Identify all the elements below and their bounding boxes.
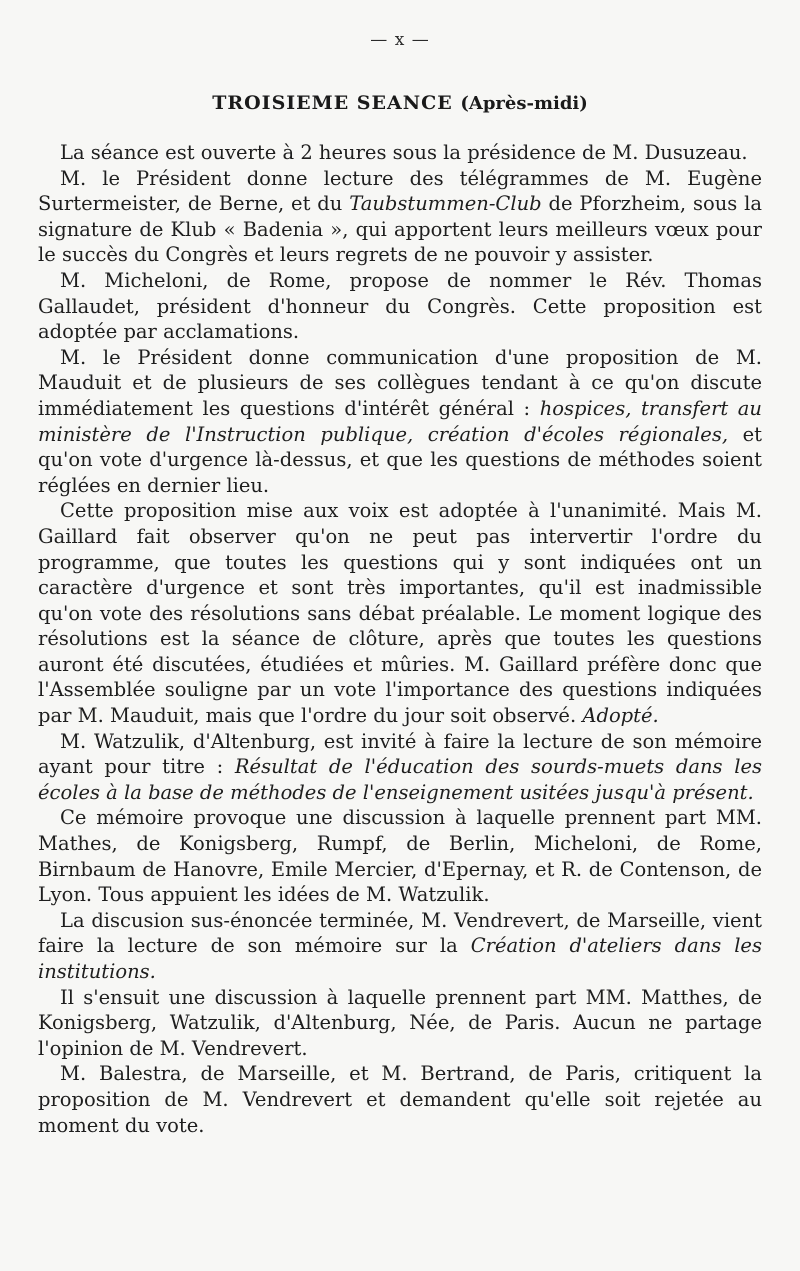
page-number: — x — (370, 30, 430, 50)
italic-span: Résultat de l'éducation des sourds-muets dans les écoles à la base de méthodes de l'enseignement usitées jusqu'à présent. (38, 755, 763, 804)
paragraph (38, 729, 762, 806)
text-span: M. Balestra, de Marseille, et M. Bertrand, de Paris, critiquent la proposition de M. Vendrevert et demandent qu'elle soit rejetée au moment du vote. (38, 1062, 762, 1137)
paragraph (38, 805, 762, 907)
italic-span: hospices, transfert au ministère de l'Instruction publique, création d'écoles régionales, (38, 396, 762, 446)
text-span: de Pforzheim, sous la signature de Klub « Badenia », qui apportent leurs meilleurs vœux pour le succès du Congrès et leurs regrets de ne pouvoir y assister. (38, 192, 762, 267)
body-text (38, 140, 762, 1138)
heading-subtitle: (Après-midi) (460, 93, 588, 114)
italic-span: Taubstummen-Club (349, 192, 542, 216)
paragraph (38, 345, 762, 499)
paragraph (38, 268, 762, 345)
paragraph (38, 1061, 762, 1138)
text-span: M. le Président donne communication d'une proposition de M. Mauduit et de plusieurs de ses collègues tendant à ce qu'on discute immédiatement les questions d'intérêt général : (38, 345, 762, 420)
text-span: Cette proposition mise aux voix est adoptée à l'unanimité. Mais M. Gaillard fait observer qu'on ne peut pas intervertir l'ordre du programme, que toutes les questions qui y sont indiquées ont un caractère d'urgence et sont très importantes, qu'il est inadmissible qu'on vote des résolutions sans débat préalable. Le moment logique des résolutions est la séance de clôture, après que toutes les questions auront été discutées, étudiées et mûries. M. Gaillard préfère donc que l'Assemblée souligne par un vote l'importance des questions indiquées par M. Mauduit, mais que l'ordre du jour soit observé. (38, 499, 762, 728)
paragraph (38, 908, 762, 985)
text-span: M. le Président donne lecture des télégrammes de M. Eugène Surtermeister, de Berne, et du (38, 166, 762, 216)
paragraph (38, 166, 762, 268)
text-span: La séance est ouverte à 2 heures sous la présidence de M. Dusuzeau. (60, 141, 748, 164)
text-span: et qu'on vote d'urgence là-dessus, et que les questions de méthodes soient réglées en dernier lieu. (38, 422, 763, 497)
text-span: M. Micheloni, de Rome, propose de nommer le Rév. Thomas Gallaudet, président d'honneur du Congrès. Cette proposition est adoptée par acclamations. (38, 268, 762, 344)
paragraph (38, 985, 762, 1062)
paragraph (38, 140, 762, 166)
italic-span: Création d'ateliers dans les institutions. (38, 934, 762, 983)
section-heading (0, 92, 800, 114)
text-span: La discusion sus-énoncée terminée, M. Vendrevert, de Marseille, vient faire la lecture de son mémoire sur la (38, 908, 762, 958)
text-span: M. Watzulik, d'Altenburg, est invité à faire la lecture de son mémoire ayant pour titre : (38, 729, 762, 779)
heading-title: TROISIEME SEANCE (212, 92, 453, 114)
text-span: Il s'ensuit une discussion à laquelle prennent part MM. Matthes, de Konigsberg, Watzulik, d'Altenburg, Née, de Paris. Aucun ne partage l'opinion de M. Vendrevert. (38, 985, 762, 1060)
italic-span: Adopté. (582, 704, 659, 728)
text-span: Ce mémoire provoque une discussion à laquelle prennent part MM. Mathes, de Konigsberg, Rumpf, de Berlin, Micheloni, de Rome, Birnbaum de Hanovre, Emile Mercier, d'Epernay, et R. de Contenson, de Lyon. Tous appuient les idées de M. Watzulik. (38, 806, 762, 907)
paragraph (38, 498, 762, 728)
